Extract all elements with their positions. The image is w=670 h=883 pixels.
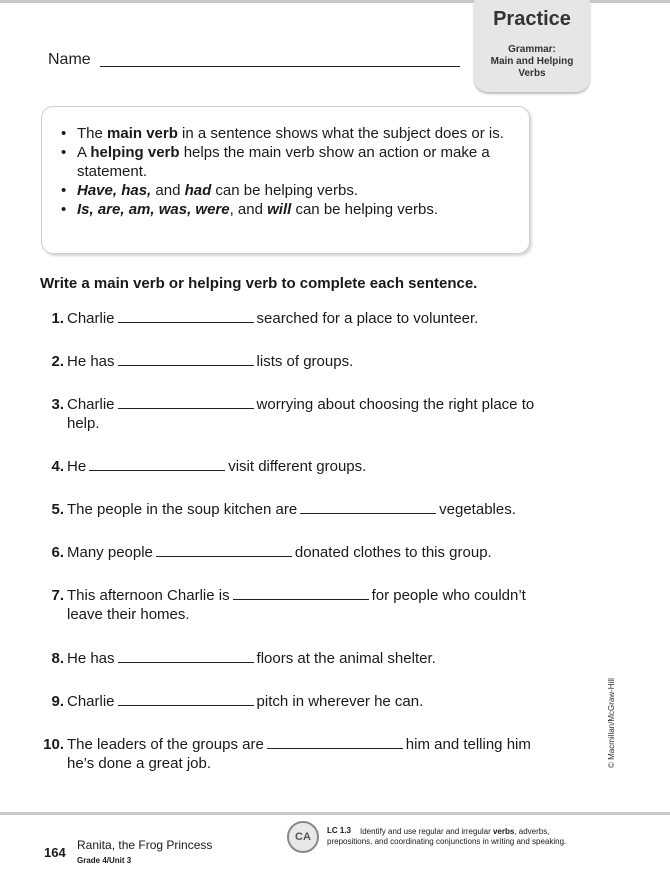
- exercise-item: 10. The leaders of the groups are him and telling him he’s done a great job.: [43, 736, 531, 772]
- standard-text-line2: prepositions, and coordinating conjunctions in writing and speaking.: [327, 837, 567, 846]
- answer-blank[interactable]: [233, 598, 369, 600]
- answer-blank[interactable]: [118, 661, 254, 663]
- answer-blank[interactable]: [267, 747, 403, 749]
- instructions: Write a main verb or helping verb to complete each sentence.: [40, 275, 478, 292]
- topic-line-3: Verbs: [518, 68, 546, 79]
- rule-main-verb: • The main verb in a sentence shows what the subject does or is.: [59, 124, 519, 143]
- answer-blank[interactable]: [89, 469, 225, 471]
- svg-text:© Macmillan/McGraw-Hill: © Macmillan/McGraw-Hill: [607, 678, 616, 768]
- story-title: Ranita, the Frog Princess: [77, 838, 213, 852]
- exercise-item: 5. The people in the soup kitchen are vegetables.: [51, 501, 516, 518]
- topic-line-2: Main and Helping: [490, 56, 574, 67]
- page-number: 164: [44, 845, 66, 860]
- answer-blank[interactable]: [118, 407, 254, 409]
- standard-text: Identify and use regular and irregular verbs, adverbs,: [360, 827, 550, 836]
- rules-list: [59, 124, 519, 219]
- answer-blank[interactable]: [118, 364, 254, 366]
- copyright-notice: [604, 650, 618, 770]
- exercise-item: 4. He visit different groups.: [51, 458, 367, 475]
- exercise-item: 3. Charlie worrying about choosing the right place to help.: [51, 396, 535, 432]
- ca-standard-icon: CA: [287, 821, 319, 853]
- exercise-item: 8. He has floors at the animal shelter.: [51, 650, 436, 667]
- exercise-item: 2. He has lists of groups.: [51, 353, 354, 370]
- answer-blank[interactable]: [156, 555, 292, 557]
- rule-be-will: • Is, are, am, was, were, and will can be helping verbs.: [59, 200, 519, 219]
- practice-title: Practice: [493, 8, 571, 30]
- name-label: Name: [48, 51, 91, 68]
- rule-helping-verb: • A helping verb helps the main verb show an action or make a statement.: [59, 143, 519, 181]
- answer-blank[interactable]: [118, 321, 254, 323]
- exercise-item: 6. Many people donated clothes to this group.: [51, 544, 492, 561]
- rule-have-has-had: • Have, has, and had can be helping verbs.: [59, 181, 519, 200]
- footer-rule: [0, 812, 670, 815]
- answer-blank[interactable]: [300, 512, 436, 514]
- topic-line-1: Grammar:: [508, 44, 556, 55]
- answer-blank[interactable]: [118, 704, 254, 706]
- exercise-item: 9. Charlie pitch in wherever he can.: [51, 693, 424, 710]
- grade-unit: Grade 4/Unit 3: [77, 856, 132, 865]
- topic-label: [474, 44, 590, 80]
- exercise-item: 1. Charlie searched for a place to volunteer.: [51, 310, 479, 327]
- name-field[interactable]: [100, 66, 460, 67]
- standard-code: LC 1.3: [327, 826, 352, 835]
- exercise-item: 7. This afternoon Charlie is for people who couldn’t leave their homes.: [51, 587, 526, 623]
